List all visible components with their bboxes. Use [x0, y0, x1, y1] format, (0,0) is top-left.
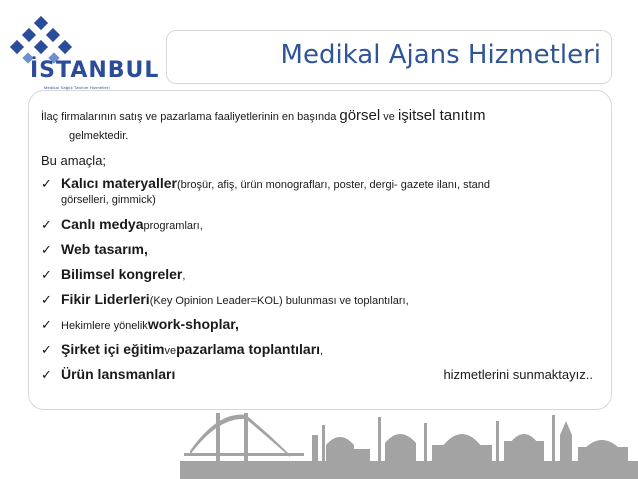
intro-paragraph [41, 105, 601, 144]
item-bold: Ürün lansmanları [61, 366, 176, 382]
check-icon: ✓ [41, 317, 52, 332]
check-icon: ✓ [41, 242, 52, 257]
item-bold: Canlı medya [61, 216, 144, 232]
logo-subtitle: Medikal Sağlık Tanıtım Hizmetleri [44, 85, 110, 90]
item-rest: , [182, 270, 186, 282]
list-item [41, 316, 607, 341]
check-icon: ✓ [41, 176, 52, 191]
check-icon: ✓ [41, 292, 52, 307]
intro-isitsel: işitsel tanıtım [397, 107, 486, 124]
list-item [41, 266, 607, 291]
item-rest: , [320, 345, 324, 357]
item-bold: work-shoplar, [147, 316, 239, 332]
item-rest: (Key Opinion Leader=KOL) bulunması ve toplantıları, [149, 295, 409, 307]
check-icon: ✓ [41, 217, 52, 232]
istanbul-skyline-image [180, 395, 638, 479]
logo-wordmark: İSTANBUL [30, 58, 160, 83]
item-bold: Kalıcı materyaller [61, 175, 177, 191]
list-item [41, 175, 607, 194]
item-bold: Şirket içi eğitim [61, 341, 165, 357]
purpose-label: Bu amaçla; [41, 153, 107, 168]
list-item [41, 241, 607, 266]
page-title: Medikal Ajans Hizmetleri [280, 40, 601, 70]
list-item [41, 341, 607, 366]
item-mid: ve [164, 345, 177, 357]
list-item [41, 366, 607, 391]
intro-ve: ve [380, 111, 398, 123]
list-item [41, 216, 607, 241]
intro-text-cont: gelmektedir. [69, 129, 129, 142]
check-icon: ✓ [41, 267, 52, 282]
list-item-continuation [41, 194, 607, 216]
title-box [166, 30, 612, 84]
check-icon: ✓ [41, 342, 52, 357]
intro-gorsel: görsel [339, 107, 381, 124]
content-box [28, 90, 612, 410]
closing-text: hizmetlerini sunmaktayız.. [443, 367, 593, 382]
list-item [41, 291, 607, 316]
logo [8, 14, 160, 90]
item-pre: Hekimlere yönelik [61, 320, 148, 332]
check-icon: ✓ [41, 367, 52, 382]
item-bold: Bilimsel kongreler [61, 266, 183, 282]
item-rest: programları, [143, 220, 203, 232]
item-cont: görselleri, gimmick) [61, 194, 156, 206]
service-list [41, 175, 607, 391]
item-bold: Web tasarım, [61, 241, 148, 257]
item-rest: (broşür, afiş, ürün monografları, poster, dergi- gazete ilanı, stand [176, 179, 491, 191]
item-bold2: pazarlama toplantıları [176, 341, 321, 357]
intro-text: İlaç firmalarının satış ve pazarlama faaliyetlerinin en başında [41, 111, 340, 123]
item-bold: Fikir Liderleri [61, 291, 150, 307]
